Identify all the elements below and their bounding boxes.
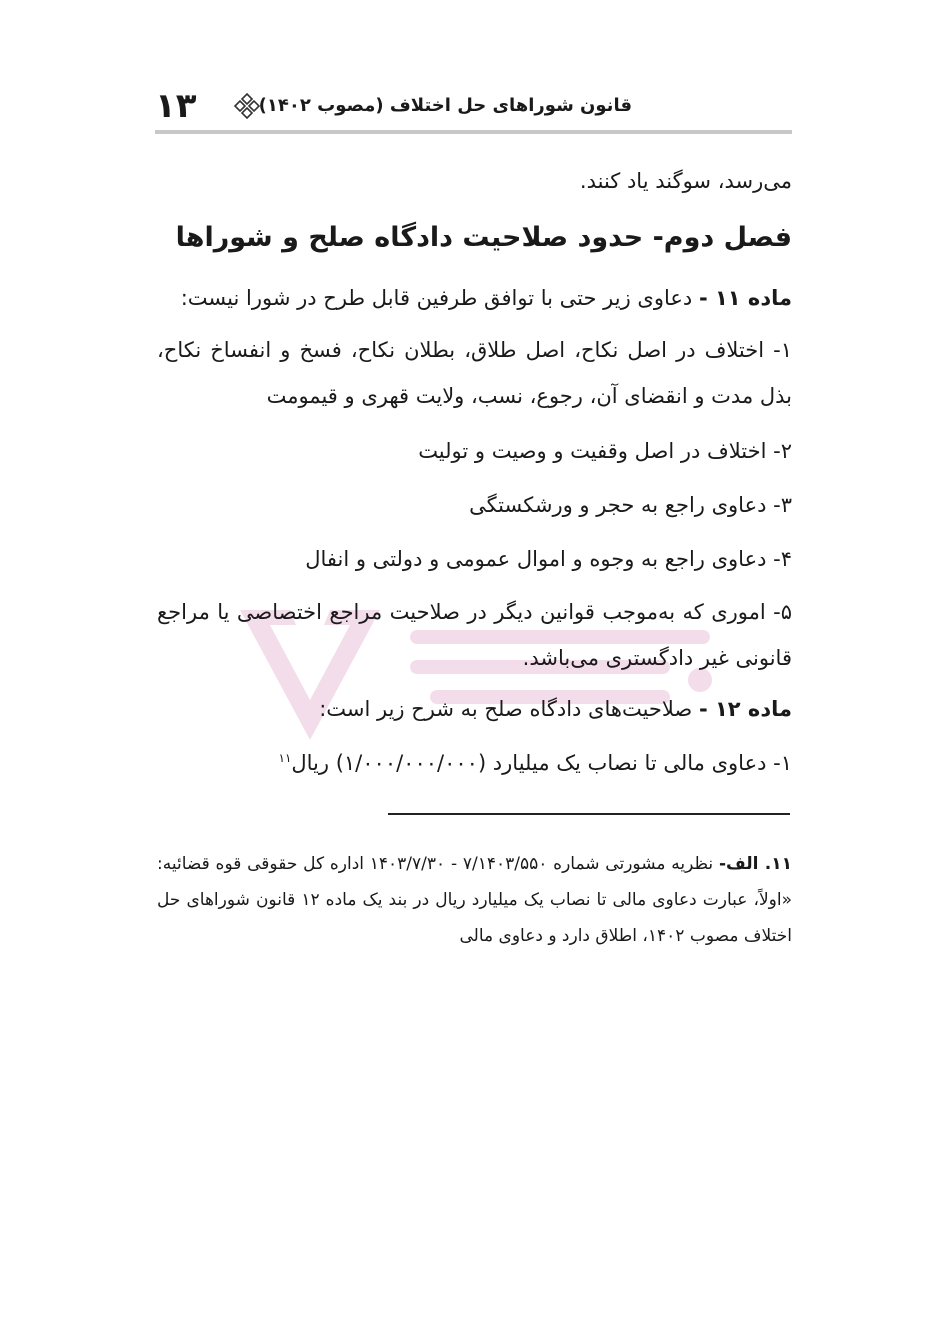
article-12 bbox=[157, 686, 792, 732]
footnote-11 bbox=[157, 846, 792, 954]
article-11-item-4: ۴- دعاوی راجع به وجوه و اموال عمومی و دولتی و انفال bbox=[305, 547, 792, 571]
footnote-text: نظریه مشورتی شماره ۷/۱۴۰۳/۵۵۰ - ۱۴۰۳/۷/۳۰ اداره کل حقوقی قوه قضائیه: «اولاً، عبارت دعاوی مالی تا نصاب یک میلیارد ریال در بند یک ماده ۱۲ قانون شوراهای حل اختلاف مصوب ۱۴۰۲، اطلاق دارد و دعاوی مالی bbox=[157, 854, 792, 946]
footnote-divider bbox=[388, 813, 790, 815]
header-divider bbox=[155, 130, 792, 134]
page-number: ۱۳ bbox=[155, 86, 197, 126]
article-11-text: دعاوی زیر حتی با توافق طرفین قابل طرح در شورا نیست: bbox=[180, 286, 699, 310]
article-11-item-1: ۱- اختلاف در اصل نکاح، اصل طلاق، بطلان نکاح، فسخ و انفساخ نکاح، بذل مدت و انقضای آن، رجوع، نسب، ولایت قهری و قیمومت bbox=[157, 338, 792, 408]
footnote-reference[interactable]: ۱۱ bbox=[278, 751, 292, 765]
article-12-item-1-text: ۱- دعاوی مالی تا نصاب یک میلیارد (۱/۰۰۰/۰۰۰/۰۰۰) ریال bbox=[291, 751, 792, 775]
article-11-label: ماده ۱۱ - bbox=[698, 286, 792, 310]
continuation-line: می‌رسد، سوگند یاد کنند. bbox=[579, 169, 792, 193]
article-11 bbox=[157, 275, 792, 321]
article-12-label: ماده ۱۲ - bbox=[698, 697, 792, 721]
diamond-ornament-icon bbox=[233, 92, 261, 120]
chapter-heading: فصل دوم- حدود صلاحیت دادگاه صلح و شوراها bbox=[175, 222, 792, 253]
running-title: قانون شوراهای حل اختلاف (مصوب ۱۴۰۲) bbox=[258, 95, 632, 116]
article-12-item-1 bbox=[157, 740, 792, 786]
article-11-item-2: ۲- اختلاف در اصل وقفیت و وصیت و تولیت bbox=[418, 439, 792, 463]
footnote-label: ۱۱. الف- bbox=[718, 854, 792, 874]
article-11-item-3: ۳- دعاوی راجع به حجر و ورشکستگی bbox=[469, 493, 792, 517]
page-header bbox=[155, 86, 792, 126]
article-12-text: صلاحیت‌های دادگاه صلح به شرح زیر است: bbox=[319, 697, 699, 721]
article-11-item-5: ۵- اموری که به‌موجب قوانین دیگر در صلاحیت مراجع اختصاصی یا مراجع قانونی غیر دادگستری می‌باشد. bbox=[157, 600, 792, 670]
